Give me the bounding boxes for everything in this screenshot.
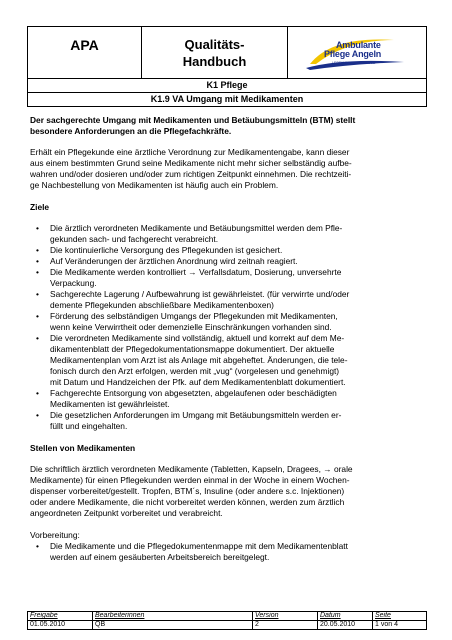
vorbereitung-list (30, 541, 424, 563)
bullet-icon: • (36, 410, 39, 420)
bullet-icon: • (36, 245, 39, 255)
apa-cell (28, 27, 142, 79)
list-item (30, 410, 424, 432)
text-line: mit Datum und Handzeichen der Pfk. auf dem Medikamentenblatt dokumentiert. (50, 377, 346, 387)
text-line: Auf Veränderungen der ärztlichen Anordnung wird zeitnah reagiert. (50, 256, 298, 266)
paragraph-1 (30, 147, 424, 191)
list-item (30, 388, 424, 410)
ziele-heading: Ziele (30, 202, 50, 212)
list-item (30, 267, 424, 289)
text-line: oder andere Medikamente, die nicht vorbereitet werden können, werden zum ärztlich (30, 497, 345, 507)
text-line: Medikamente) für einen Pflegekunden werden einmal in der Woche in einem Wochen- (30, 475, 350, 485)
list-item (30, 289, 424, 311)
footer-value-seite: 1 von 4 (373, 621, 427, 630)
footer-table (27, 611, 427, 630)
text-line: besondere Anforderungen an die Pflegefachkräfte. (30, 126, 232, 136)
subsection-title: K1.9 VA Umgang mit Medikamenten (28, 93, 427, 107)
text-line: demente Pflegekunden abschließbare Medikamentenboxen) (50, 300, 274, 310)
bullet-icon: • (36, 256, 39, 266)
bullet-icon: • (36, 311, 39, 321)
bullet-icon: • (36, 267, 39, 277)
text-line: Die ärztlich verordneten Medikamente und Betäubungsmittel werden dem Pfle- (50, 223, 343, 233)
apa-label: APA (70, 37, 99, 53)
list-item (30, 256, 424, 267)
text-line: Medikamentenplan vom Arzt ist als Anlage mit abgeheftet. Änderungen, die tele- (50, 355, 348, 365)
title-cell (142, 27, 288, 79)
bullet-icon: • (36, 388, 39, 398)
text-line: Die kontinuierliche Versorgung des Pflegekunden ist gesichert. (50, 245, 283, 255)
footer-label-freigabe: Freigabe (28, 612, 93, 621)
footer-label-seite: Seite (373, 612, 427, 621)
list-item (30, 223, 424, 245)
text-line: Erhält ein Pflegekunde eine ärztliche Verordnung zur Medikamentengabe, kann dieser (30, 147, 350, 157)
text-line: dikamentenblatt der Pflegedokumentationsmappe dokumentiert. Der aktuelle (50, 344, 335, 354)
text-line: werden auf einem gesäuberten Arbeitsbereich bereitgelegt. (50, 552, 270, 562)
text-line: wenn keine Verwirrtheit oder demenzielle Einschränkungen vorhanden sind. (50, 322, 332, 332)
text-line: Sachgerechte Lagerung / Aufbewahrung ist gewährleistet. (für verwirrte und/oder (50, 289, 350, 299)
logo-text-2: Pflege Angeln (324, 48, 382, 59)
footer-label-version: Version (253, 612, 318, 621)
list-item (30, 541, 424, 563)
text-line: füllt und eingehalten. (50, 421, 128, 431)
list-item (30, 333, 424, 388)
stellen-paragraph (30, 464, 424, 519)
bullet-icon: • (36, 333, 39, 343)
header-table (27, 26, 427, 107)
logo-text-3: LEBEN WOHL ZU HAUSE (332, 60, 376, 65)
document-body (30, 115, 424, 563)
text-line: fonisch durch den Arzt erfolgen, werden mit „vug“ (vorgelesen und genehmigt) (50, 366, 340, 376)
list-item (30, 245, 424, 256)
text-line: Verpackung. (50, 278, 97, 288)
footer-value-bearbeiter: QB (93, 621, 253, 630)
text-line: angeordneten Zeitpunkt vorbereitet und verabreicht. (30, 508, 223, 518)
section-title: K1 Pflege (28, 79, 427, 93)
text-line: Fachgerechte Entsorgung von abgesetzten, abgelaufenen oder beschädigten (50, 388, 337, 398)
text-line: Medikamenten ist gewährleistet. (50, 399, 170, 409)
logo-text-1: Ambulante (336, 39, 381, 50)
title-line-1: Qualitäts- (184, 36, 245, 52)
footer-label-bearbeiter: Bearbeiterinnen (93, 612, 253, 621)
list-item (30, 311, 424, 333)
bullet-icon: • (36, 541, 39, 551)
footer-label-datum: Datum (318, 612, 373, 621)
intro-paragraph (30, 115, 424, 137)
logo-cell (288, 27, 427, 79)
text-line: dispenser vorbereitet/gestellt. Tropfen, BTM´s, Insuline (oder andere s.c. Injektionen) (30, 486, 345, 496)
text-line: Die Medikamente und die Pflegedokumentenmappe mit dem Medikamentenblatt (50, 541, 348, 551)
bullet-icon: • (36, 289, 39, 299)
footer-value-version: 2 (253, 621, 318, 630)
bullet-icon: • (36, 223, 39, 233)
text-line: Die verordneten Medikamente sind vollständig, aktuell und korrekt auf dem Me- (50, 333, 345, 343)
text-line: Der sachgerechte Umgang mit Medikamenten und Betäubungsmitteln (BTM) stellt (30, 115, 356, 125)
vorbereitung-label: Vorbereitung: (30, 530, 80, 540)
text-line: Die gesetzlichen Anforderungen im Umgang mit Betäubungsmitteln werden er- (50, 410, 342, 420)
text-line: wahren und/oder dosieren und/oder zum richtigen Zeitpunkt einnehmen. Die rechtzeiti- (30, 169, 352, 179)
text-line: Die Medikamente werden kontrolliert → Verfallsdatum, Dosierung, unversehrte (50, 267, 342, 277)
text-line: Förderung des selbständigen Umgangs der Pflegekunden mit Medikamenten, (50, 311, 338, 321)
text-line: aus einem bestimmten Grund seine Medikamente nicht mehr sicher selbständig aufbe- (30, 158, 352, 168)
footer-value-datum: 20.05.2010 (318, 621, 373, 630)
company-logo (302, 34, 412, 72)
title-line-2: Handbuch (182, 53, 247, 69)
text-line: Die schriftlich ärztlich verordneten Medikamente (Tabletten, Kapseln, Dragees, → orale (30, 464, 353, 474)
stellen-heading: Stellen von Medikamenten (30, 443, 136, 453)
ziele-list (30, 223, 424, 432)
footer-value-freigabe: 01.05.2010 (28, 621, 93, 630)
text-line: ge Nachbestellung von Medikamenten ist häufig auch ein Problem. (30, 180, 279, 190)
text-line: gekunden sach- und fachgerecht verabreicht. (50, 234, 219, 244)
